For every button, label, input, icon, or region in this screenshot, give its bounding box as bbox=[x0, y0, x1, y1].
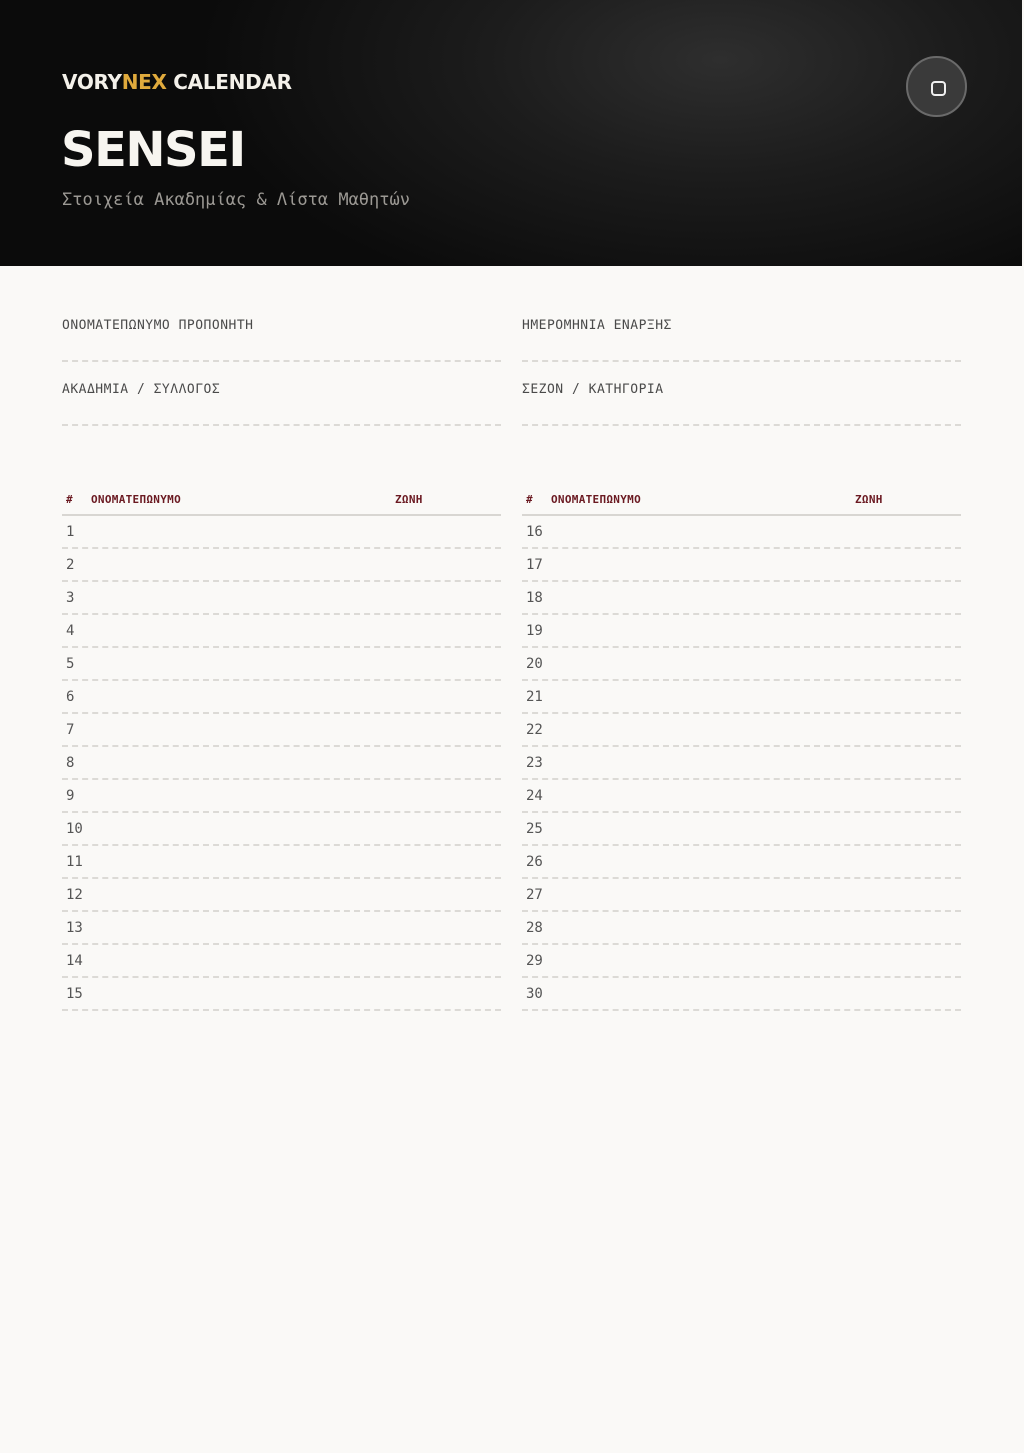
page-subtitle: Στοιχεία Ακαδημίας & Λίστα Μαθητών bbox=[62, 190, 410, 210]
row-number: 25 bbox=[526, 821, 543, 837]
table-row[interactable] bbox=[522, 780, 961, 813]
page-title: SENSEI bbox=[61, 122, 245, 178]
row-number: 28 bbox=[526, 920, 543, 936]
row-number: 24 bbox=[526, 788, 543, 804]
brand-suffix: CALENDAR bbox=[166, 70, 292, 94]
brand-logo bbox=[62, 70, 292, 94]
square-icon bbox=[931, 81, 946, 96]
table-row[interactable] bbox=[62, 912, 501, 945]
table-row[interactable] bbox=[62, 648, 501, 681]
table-row[interactable] bbox=[62, 549, 501, 582]
roster-table-left bbox=[62, 490, 501, 1011]
column-belt-header: ΖΩΝΗ bbox=[395, 493, 423, 506]
header-banner bbox=[0, 0, 1022, 266]
row-number: 26 bbox=[526, 854, 543, 870]
row-number: 27 bbox=[526, 887, 543, 903]
table-row[interactable] bbox=[522, 648, 961, 681]
table-row[interactable] bbox=[522, 978, 961, 1011]
roster-header bbox=[522, 490, 961, 516]
table-row[interactable] bbox=[522, 516, 961, 549]
column-number-header: # bbox=[66, 493, 73, 506]
row-number: 29 bbox=[526, 953, 543, 969]
header-action-button[interactable] bbox=[906, 56, 967, 117]
row-number: 17 bbox=[526, 557, 543, 573]
row-number: 20 bbox=[526, 656, 543, 672]
table-row[interactable] bbox=[522, 615, 961, 648]
row-number: 18 bbox=[526, 590, 543, 606]
row-number: 9 bbox=[66, 788, 75, 804]
table-row[interactable] bbox=[522, 714, 961, 747]
table-row[interactable] bbox=[62, 714, 501, 747]
academy-line bbox=[62, 424, 501, 426]
start-date-line bbox=[522, 360, 961, 362]
brand-prefix: VORY bbox=[62, 70, 122, 94]
table-row[interactable] bbox=[522, 813, 961, 846]
table-row[interactable] bbox=[62, 681, 501, 714]
coach-name-line bbox=[62, 360, 501, 362]
row-number: 22 bbox=[526, 722, 543, 738]
table-row[interactable] bbox=[62, 879, 501, 912]
row-number: 3 bbox=[66, 590, 75, 606]
table-row[interactable] bbox=[522, 945, 961, 978]
table-row[interactable] bbox=[62, 813, 501, 846]
row-number: 5 bbox=[66, 656, 75, 672]
row-number: 30 bbox=[526, 986, 543, 1002]
table-row[interactable] bbox=[522, 582, 961, 615]
table-row[interactable] bbox=[62, 615, 501, 648]
coach-name-field[interactable] bbox=[62, 318, 501, 382]
table-row[interactable] bbox=[522, 747, 961, 780]
season-line bbox=[522, 424, 961, 426]
season-field[interactable] bbox=[522, 382, 961, 446]
start-date-field[interactable] bbox=[522, 318, 961, 382]
row-number: 23 bbox=[526, 755, 543, 771]
row-number: 4 bbox=[66, 623, 75, 639]
row-number: 11 bbox=[66, 854, 83, 870]
table-row[interactable] bbox=[62, 747, 501, 780]
row-number: 12 bbox=[66, 887, 83, 903]
roster-table-right bbox=[522, 490, 961, 1011]
row-number: 8 bbox=[66, 755, 75, 771]
table-row[interactable] bbox=[62, 582, 501, 615]
row-number: 1 bbox=[66, 524, 75, 540]
row-number: 6 bbox=[66, 689, 75, 705]
row-number: 13 bbox=[66, 920, 83, 936]
academy-label: ΑΚΑΔΗΜΙΑ / ΣΥΛΛΟΓΟΣ bbox=[62, 382, 221, 397]
table-row[interactable] bbox=[522, 681, 961, 714]
start-date-label: ΗΜΕΡΟΜΗΝΙΑ ΕΝΑΡΞΗΣ bbox=[522, 318, 672, 333]
season-label: ΣΕΖΟΝ / ΚΑΤΗΓΟΡΙΑ bbox=[522, 382, 664, 397]
column-name-header: ΟΝΟΜΑΤΕΠΩΝΥΜΟ bbox=[551, 493, 641, 506]
coach-name-label: ΟΝΟΜΑΤΕΠΩΝΥΜΟ ΠΡΟΠΟΝΗΤΗ bbox=[62, 318, 254, 333]
column-number-header: # bbox=[526, 493, 533, 506]
table-row[interactable] bbox=[522, 846, 961, 879]
row-number: 16 bbox=[526, 524, 543, 540]
brand-accent: NEX bbox=[121, 70, 167, 94]
table-row[interactable] bbox=[522, 549, 961, 582]
roster-header bbox=[62, 490, 501, 516]
column-belt-header: ΖΩΝΗ bbox=[855, 493, 883, 506]
row-number: 21 bbox=[526, 689, 543, 705]
table-row[interactable] bbox=[62, 780, 501, 813]
table-row[interactable] bbox=[522, 879, 961, 912]
academy-field[interactable] bbox=[62, 382, 501, 446]
table-row[interactable] bbox=[522, 912, 961, 945]
row-number: 14 bbox=[66, 953, 83, 969]
table-row[interactable] bbox=[62, 846, 501, 879]
table-row[interactable] bbox=[62, 516, 501, 549]
table-row[interactable] bbox=[62, 978, 501, 1011]
column-name-header: ΟΝΟΜΑΤΕΠΩΝΥΜΟ bbox=[91, 493, 181, 506]
row-number: 10 bbox=[66, 821, 83, 837]
row-number: 19 bbox=[526, 623, 543, 639]
table-row[interactable] bbox=[62, 945, 501, 978]
row-number: 7 bbox=[66, 722, 75, 738]
row-number: 15 bbox=[66, 986, 83, 1002]
row-number: 2 bbox=[66, 557, 75, 573]
